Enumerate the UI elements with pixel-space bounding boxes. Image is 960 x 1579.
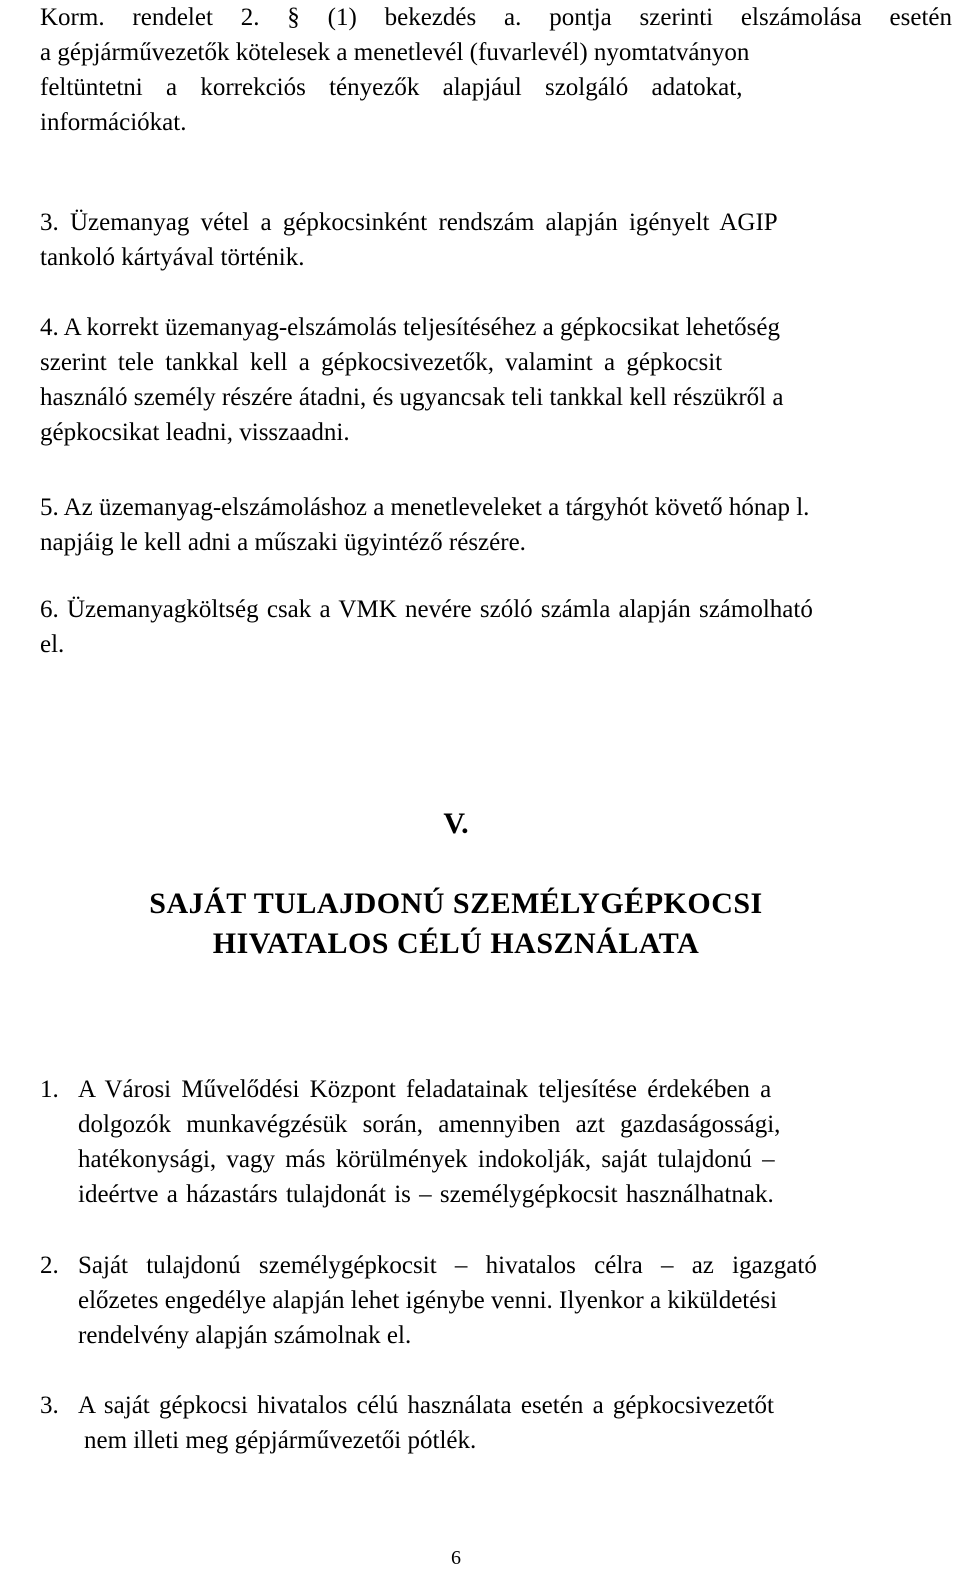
text-line: ideértve a házastárs tulajdonát is – személygépkocsit használhatnak. bbox=[78, 1181, 774, 1208]
list-item-3 bbox=[40, 205, 952, 275]
text-line: tankoló kártyával történik. bbox=[40, 244, 305, 271]
item-text: Az üzemanyag-elszámoláshoz a menetleveleket a tárgyhót követő hónap l. bbox=[63, 494, 810, 521]
chapter-title-line-1: SAJÁT TULAJDONÚ SZEMÉLYGÉPKOCSI bbox=[149, 887, 763, 920]
text-line: előzetes engedélye alapján lehet igénybe venni. Ilyenkor a kiküldetési bbox=[78, 1287, 778, 1314]
section-item-1 bbox=[40, 1072, 952, 1212]
text-line: hatékonysági, vagy más körülmények indokolják, saját tulajdonú – bbox=[78, 1146, 775, 1173]
text-line: használó személy részére átadni, és ugyancsak teli tankkal kell részükről a bbox=[40, 384, 784, 411]
intro-paragraph bbox=[40, 0, 952, 140]
item-number: 3. bbox=[40, 209, 59, 236]
section-item-2 bbox=[40, 1248, 952, 1353]
text-line: Saját tulajdonú személygépkocsit – hivatalos célra – az igazgató bbox=[78, 1252, 817, 1279]
chapter-title-line-2: HIVATALOS CÉLÚ HASZNÁLATA bbox=[212, 927, 700, 960]
text-line: gépkocsikat leadni, visszaadni. bbox=[40, 419, 350, 446]
text-line bbox=[40, 310, 952, 345]
text-line bbox=[40, 205, 952, 240]
list-item-4 bbox=[40, 310, 952, 450]
text-line: feltüntetni a korrekciós tényezők alapjául szolgáló adatokat, bbox=[40, 74, 743, 101]
text-line bbox=[40, 592, 952, 627]
text-line: rendelvény alapján számolnak el. bbox=[78, 1322, 412, 1349]
item-number: 5. bbox=[40, 494, 59, 521]
text-line: dolgozók munkavégzésük során, amennyiben azt gazdaságossági, bbox=[78, 1111, 781, 1138]
item-number: 6. bbox=[40, 596, 59, 623]
item-text: A korrekt üzemanyag-elszámolás teljesítéséhez a gépkocsikat lehetőség bbox=[63, 314, 781, 341]
text-line: szerint tele tankkal kell a gépkocsivezetők, valamint a gépkocsit bbox=[40, 349, 723, 376]
section-item-3 bbox=[40, 1388, 952, 1458]
item-number: 4. bbox=[40, 314, 59, 341]
list-item-6 bbox=[40, 592, 952, 662]
item-number: 1. bbox=[40, 1076, 59, 1103]
item-number: 2. bbox=[40, 1252, 59, 1279]
text-line: Korm. rendelet 2. § (1) bekezdés a. pontja szerinti elszámolása esetén bbox=[40, 4, 952, 31]
text-line: nem illeti meg gépjárművezetői pótlék. bbox=[84, 1427, 477, 1454]
text-line: A saját gépkocsi hivatalos célú használata esetén a gépkocsivezetőt bbox=[78, 1392, 774, 1419]
text-line: A Városi Művelődési Központ feladatainak teljesítése érdekében a bbox=[78, 1076, 772, 1103]
text-line: napjáig le kell adni a műszaki ügyintéző részére. bbox=[40, 529, 526, 556]
item-number: 3. bbox=[40, 1392, 59, 1419]
text-line: információkat. bbox=[40, 109, 187, 136]
item-text: Üzemanyagköltség csak a VMK nevére szóló számla alapján számolható bbox=[67, 596, 813, 623]
list-item-5 bbox=[40, 490, 952, 560]
text-line: a gépjárművezetők kötelesek a menetlevél (fuvarlevél) nyomtatványon bbox=[40, 39, 750, 66]
text-line bbox=[40, 490, 952, 525]
item-text: Üzemanyag vétel a gépkocsinként rendszám alapján igényelt AGIP bbox=[70, 209, 778, 236]
page-number: 6 bbox=[451, 1547, 461, 1569]
text-line: el. bbox=[40, 631, 65, 658]
chapter-number: V. bbox=[443, 807, 469, 840]
